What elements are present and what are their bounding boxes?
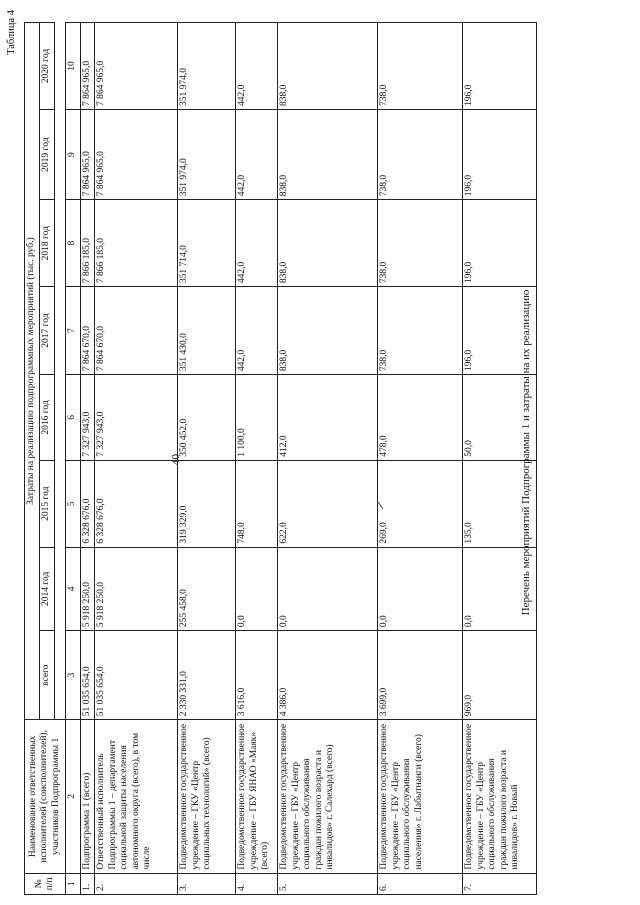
- row-name: Подведомственное государственное учреждение – ГКУ «Центр социальных технологий» (всего): [178, 720, 236, 873]
- header-year: 2019 год: [40, 110, 55, 200]
- row-value: 7 327 943,0: [95, 375, 178, 461]
- header-year: 2017 год: [40, 287, 55, 375]
- row-num: 6.: [378, 873, 463, 894]
- column-number: 3: [66, 631, 81, 720]
- row-value: 3 616,0: [236, 631, 278, 720]
- header-row-1: [25, 23, 40, 895]
- row-value: 738,0: [378, 110, 463, 200]
- row-value: 442,0: [236, 200, 278, 287]
- row-value: 351 714,0: [178, 200, 236, 287]
- column-number: 2: [66, 720, 81, 873]
- row-value: 5 918 250,0: [80, 547, 95, 630]
- header-year: 2016 год: [40, 375, 55, 461]
- row-num: 4.: [236, 873, 278, 894]
- row-value: 6 328 676,0: [80, 460, 95, 547]
- row-value: 350 452,0: [178, 375, 236, 461]
- row-value: 2 330 331,0: [178, 631, 236, 720]
- row-value: 7 864 965,0: [80, 110, 95, 200]
- row-name: Подведомственное государственное учреждение – ГБУ «Центр социального обслуживания граждан пожилого возраста и инвалидов» г. Новый: [463, 720, 537, 873]
- row-value: 748,0: [236, 460, 278, 547]
- row-value: 5 918 250,0: [95, 547, 178, 630]
- row-value: 255 458,0: [178, 547, 236, 630]
- table-row: [178, 23, 236, 895]
- row-value: 7 866 185,0: [95, 200, 178, 287]
- table-row: [95, 23, 178, 895]
- row-value: 442,0: [236, 110, 278, 200]
- header-costs: Затраты на реализацию подпрограммных мероприятий (тыс. руб.): [25, 23, 40, 720]
- row-value: 3 699,0: [378, 631, 463, 720]
- row-value: 478,0: [378, 375, 463, 461]
- row-name: Подведомственное государственное учреждение – ГБУ «Центр социального обслуживания населения» г. Лабытнанги (всего): [378, 720, 463, 873]
- row-value: 7 864 670,0: [95, 287, 178, 375]
- row-value: 4 386,0: [278, 631, 378, 720]
- row-value: 838,0: [278, 200, 378, 287]
- header-year: 2018 год: [40, 200, 55, 287]
- header-name: Наименование ответственных исполнителей (соисполнителей), участников Подпрограммы 1: [25, 720, 66, 873]
- row-num: 7.: [463, 873, 537, 894]
- column-number: 1: [66, 873, 81, 894]
- row-name: Подведомственное государственное учреждение – ГБУ ЯНАО «Маяк» (всего): [236, 720, 278, 873]
- row-value: 412,0: [278, 375, 378, 461]
- header-year: 2015 год: [40, 460, 55, 547]
- row-value: 196,0: [463, 110, 537, 200]
- row-value: 196,0: [463, 287, 537, 375]
- header-year: 2020 год: [40, 23, 55, 110]
- row-value: 622,0: [278, 460, 378, 547]
- row-value: 351 430,0: [178, 287, 236, 375]
- row-value: 269,0: [378, 460, 463, 547]
- column-number: 8: [66, 200, 81, 287]
- row-value: 50,0: [463, 375, 537, 461]
- row-value: 196,0: [463, 200, 537, 287]
- row-value: 351 974,0: [178, 110, 236, 200]
- row-name: Ответственный исполнитель Подпрограммы 1 – департамент социальной защиты населения автономного округа (всего), в том числе: [95, 720, 178, 873]
- row-name: Подпрограмма 1 (всего): [80, 720, 95, 873]
- row-name: Подведомственное государственное учреждение – ГБУ «Центр социального обслуживания граждан пожилого возраста и инвалидов» г. Салехард (всего): [278, 720, 378, 873]
- row-value: 838,0: [278, 287, 378, 375]
- row-value: 0,0: [278, 547, 378, 630]
- table-row: [236, 23, 278, 895]
- table-row: [80, 23, 95, 895]
- column-number: 6: [66, 375, 81, 461]
- row-value: 738,0: [378, 287, 463, 375]
- row-value: 196,0: [463, 23, 537, 110]
- row-value: 0,0: [236, 547, 278, 630]
- column-numbers-row: [66, 23, 81, 895]
- row-value: 738,0: [378, 200, 463, 287]
- document-title: Перечень мероприятий Подпрограммы 1 и затраты на их реализацию: [520, 289, 532, 616]
- row-value: 7 864 670,0: [80, 287, 95, 375]
- column-number: 5: [66, 460, 81, 547]
- row-num: 1.: [80, 873, 95, 894]
- column-number: 7: [66, 287, 81, 375]
- row-num: 3.: [178, 873, 236, 894]
- table-label: Таблица 4: [6, 10, 17, 55]
- header-year: 2014 год: [40, 547, 55, 630]
- row-value: 51 035 654,0: [95, 631, 178, 720]
- row-value: 0,0: [463, 547, 537, 630]
- row-value: 7 864 965,0: [80, 23, 95, 110]
- row-value: 319 329,0: [178, 460, 236, 547]
- row-value: 442,0: [236, 287, 278, 375]
- header-year: всего: [40, 631, 55, 720]
- row-value: 838,0: [278, 110, 378, 200]
- row-value: 442,0: [236, 23, 278, 110]
- page-number: 40: [170, 454, 182, 465]
- row-value: 351 974,0: [178, 23, 236, 110]
- row-value: 6 328 676,0: [95, 460, 178, 547]
- column-number: 9: [66, 110, 81, 200]
- row-value: 7 327 943,0: [80, 375, 95, 461]
- expenses-table: [24, 22, 537, 895]
- row-value: 7 866 185,0: [80, 200, 95, 287]
- column-number: 10: [66, 23, 81, 110]
- row-value: 0,0: [378, 547, 463, 630]
- row-value: 51 035 654,0: [80, 631, 95, 720]
- row-num: 2.: [95, 873, 178, 894]
- row-value: 838,0: [278, 23, 378, 110]
- row-value: 7 864 965,0: [95, 23, 178, 110]
- row-num: 5.: [278, 873, 378, 894]
- row-value: 135,0: [463, 460, 537, 547]
- row-value: 969,0: [463, 631, 537, 720]
- header-num: № п/п: [25, 873, 66, 894]
- row-value: 7 864 965,0: [95, 110, 178, 200]
- table-row: [278, 23, 378, 895]
- table-row: [378, 23, 463, 895]
- row-value: 1 100,0: [236, 375, 278, 461]
- row-value: 738,0: [378, 23, 463, 110]
- column-number: 4: [66, 547, 81, 630]
